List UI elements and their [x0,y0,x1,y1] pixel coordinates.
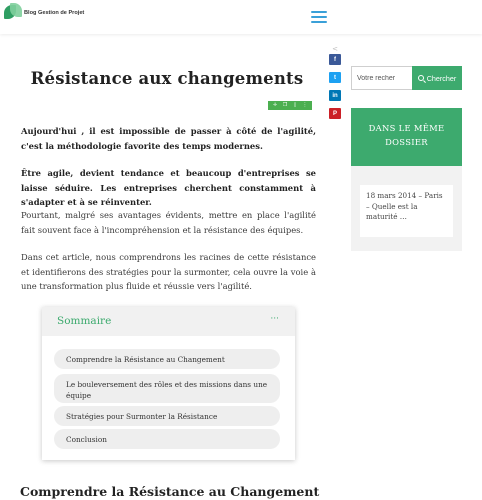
search-input[interactable] [351,66,412,90]
share-icon: < [332,45,338,53]
delete-icon[interactable]: ▯ [293,102,297,108]
widget-heading: DANS LE MÊME DOSSIER [351,108,462,166]
section-heading: Comprendre la Résistance au Changement [20,484,320,499]
linkedin-share-button[interactable] [329,90,341,101]
facebook-share-button[interactable] [329,54,341,65]
same-folder-widget [351,108,462,251]
site-logo[interactable] [4,3,84,21]
body-paragraph: Pourtant, malgré ses avantages évidents, mettre en place l'agilité fait souvent face à l'incompréhension et la résistance des équipes. [21,210,316,235]
toc-item[interactable]: Stratégies pour Surmonter la Résistance [54,406,280,426]
block-edit-toolbar [268,101,312,110]
site-header [0,0,482,34]
more-icon[interactable]: ⋮ [302,102,308,108]
copy-icon[interactable]: ❐ [282,102,288,108]
move-icon[interactable]: ✛ [272,102,278,108]
page-title: Résistance aux changements [30,69,304,88]
search-button-label: Chercher [426,73,457,83]
toc-item[interactable]: Conclusion [54,429,280,449]
twitter-icon: t [334,74,336,81]
leaf-logo-icon [4,3,22,21]
intro-paragraph-2: Être agile, devient tendance et beaucoup d'entreprises se laisse séduire. Les entreprises cherchent constamment à s'adapter et à se réinventer. [21,168,316,207]
table-of-contents [42,307,295,460]
intro-paragraph: Aujourd'hui , il est impossible de passer à côté de l'agilité, c'est la méthodologie favorite des temps modernes. [21,126,316,151]
body-paragraph-2: Dans cet article, nous comprendrons les racines de cette résistance et identifierons des stratégies pour la surmonter, cela ouvre la voie à une transformation plus fluide et réussie vers l'agilité. [21,252,316,291]
related-post-card[interactable]: 18 mars 2014 – Paris – Quelle est la maturité … [360,185,453,237]
search-form [351,66,462,90]
logo-text: Blog Gestion de Projet [24,10,85,16]
search-icon [418,75,424,81]
toc-title: Sommaire [57,315,112,327]
search-button[interactable] [412,66,462,90]
toc-header[interactable] [42,307,295,336]
toc-item[interactable]: Comprendre la Résistance au Changement [54,349,280,369]
toc-item[interactable]: Le bouleversement des rôles et des missions dans une équipe [54,374,280,403]
pinterest-share-button[interactable] [329,108,341,119]
pinterest-icon: P [332,110,337,117]
linkedin-icon: in [332,92,338,99]
toc-menu-icon[interactable]: ··· [270,314,279,324]
hamburger-menu-icon[interactable] [311,11,327,23]
facebook-icon: f [334,56,336,63]
